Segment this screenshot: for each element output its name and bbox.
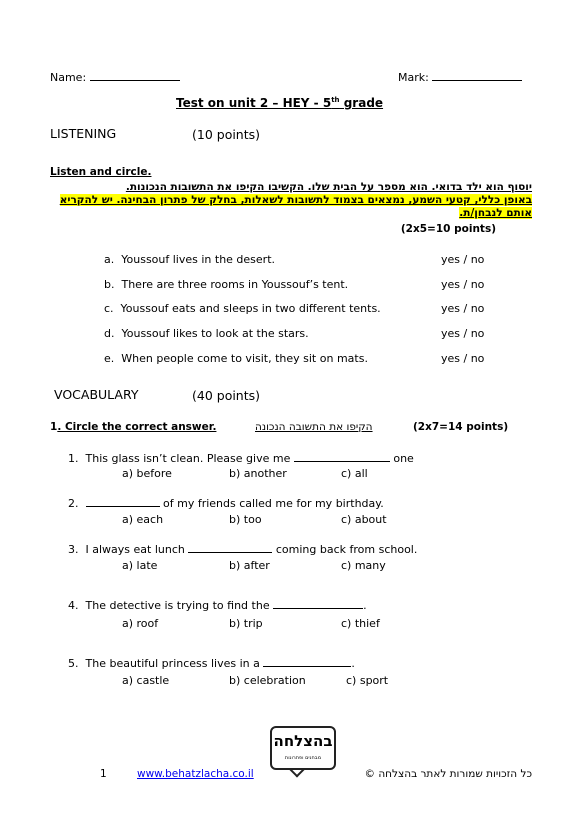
page-title xyxy=(176,96,383,110)
answer-blank[interactable] xyxy=(294,451,390,462)
section1-scoring: (2x7=14 points) xyxy=(413,421,509,433)
list-item xyxy=(104,327,309,340)
vocabulary-heading: VOCABULARY xyxy=(54,387,139,402)
hebrew-intro: יוסוף הוא ילד בדואי. הוא מספר על הבית שלו. הקשיבו הקיפו את התשובות הנכונות. xyxy=(125,181,532,193)
question-text-end: . xyxy=(351,657,355,670)
item-text: Youssouf eats and sleeps in two different tents. xyxy=(120,302,381,315)
logo-text: בהצלחה xyxy=(273,732,333,750)
item-text: Youssouf likes to look at the stars. xyxy=(121,327,309,340)
question-text-end: . xyxy=(363,599,367,612)
item-letter: e. xyxy=(104,352,115,365)
item-text: Youssouf lives in the desert. xyxy=(121,253,276,266)
question-text: I always eat lunch xyxy=(85,543,185,556)
option[interactable]: c) thief xyxy=(341,617,380,630)
name-label: Name: xyxy=(50,71,87,84)
answer-blank[interactable] xyxy=(86,496,160,507)
question-4 xyxy=(68,598,367,612)
section1-hebrew: הקיפו את התשובה הנכונה xyxy=(255,421,373,433)
item-letter: a. xyxy=(104,253,115,266)
section1-title xyxy=(50,421,216,433)
yes-no-choice[interactable]: yes / no xyxy=(441,278,485,291)
listening-heading: LISTENING xyxy=(50,126,117,141)
title-sup: th xyxy=(331,96,340,104)
section1-title-text: . Circle the correct answer. xyxy=(57,421,217,433)
item-text: When people come to visit, they sit on mats. xyxy=(121,352,368,365)
yes-no-choice[interactable]: yes / no xyxy=(441,352,485,365)
question-number: 5. xyxy=(68,657,79,670)
option[interactable]: c) all xyxy=(341,467,368,480)
question-text-end: one xyxy=(393,452,414,465)
question-text: The beautiful princess lives in a xyxy=(85,657,260,670)
question-number: 2. xyxy=(68,497,79,510)
website-link[interactable]: www.behatzlacha.co.il xyxy=(137,768,254,780)
option[interactable]: a) each xyxy=(122,513,164,526)
question-5 xyxy=(68,656,355,670)
question-text: The detective is trying to find the xyxy=(85,599,270,612)
vocabulary-points: (40 points) xyxy=(192,388,261,403)
mark-blank[interactable] xyxy=(432,70,522,81)
page-number: 1 xyxy=(100,768,107,780)
option[interactable]: c) about xyxy=(341,513,387,526)
copyright-text: כל הזכויות שמורות לאתר בהצלחה © xyxy=(364,768,532,780)
option[interactable]: b) trip xyxy=(229,617,263,630)
hebrew-note-line1: באופן כללי, קטעי השמע, נמצאים בצמוד לתשובות לשאלות, בחלק של פתרון הבחינה. יש להקריא xyxy=(59,194,532,206)
site-logo xyxy=(270,726,336,770)
list-item xyxy=(104,352,368,365)
option[interactable]: b) another xyxy=(229,467,287,480)
question-number: 1. xyxy=(68,452,79,465)
answer-blank[interactable] xyxy=(188,542,272,553)
listening-points: (10 points) xyxy=(192,127,261,142)
listening-instruction: Listen and circle. xyxy=(50,166,152,178)
question-text-end: of my friends called me for my birthday. xyxy=(163,497,384,510)
question-2 xyxy=(68,496,384,510)
option[interactable]: b) celebration xyxy=(229,674,306,687)
yes-no-choice[interactable]: yes / no xyxy=(441,253,485,266)
hebrew-note-line2: אותם לנבחן/ת. xyxy=(459,207,532,219)
name-blank[interactable] xyxy=(90,70,180,81)
item-letter: c. xyxy=(104,302,114,315)
logo-subtext: מבחנים ופתרונות xyxy=(284,755,322,761)
name-field xyxy=(50,70,180,84)
section1-number: 1 xyxy=(50,421,58,433)
title-suffix: grade xyxy=(339,96,384,110)
item-letter: d. xyxy=(104,327,115,340)
option[interactable]: c) many xyxy=(341,559,386,572)
mark-label: Mark: xyxy=(398,71,429,84)
question-3 xyxy=(68,542,417,556)
item-letter: b. xyxy=(104,278,115,291)
option[interactable]: a) late xyxy=(122,559,158,572)
yes-no-choice[interactable]: yes / no xyxy=(441,327,485,340)
option[interactable]: a) before xyxy=(122,467,172,480)
listening-scoring: (2x5=10 points) xyxy=(400,223,496,235)
answer-blank[interactable] xyxy=(263,656,351,667)
question-1 xyxy=(68,451,414,465)
list-item xyxy=(104,302,381,315)
answer-blank[interactable] xyxy=(273,598,363,609)
question-text: This glass isn’t clean. Please give me xyxy=(85,452,291,465)
option[interactable]: a) roof xyxy=(122,617,159,630)
option[interactable]: a) castle xyxy=(122,674,170,687)
title-text: Test on unit 2 – HEY - 5 xyxy=(176,96,332,110)
option[interactable]: c) sport xyxy=(346,674,389,687)
mark-field xyxy=(398,70,522,84)
option[interactable]: b) after xyxy=(229,559,270,572)
question-number: 4. xyxy=(68,599,79,612)
option[interactable]: b) too xyxy=(229,513,262,526)
item-text: There are three rooms in Youssouf’s tent. xyxy=(121,278,349,291)
question-text-end: coming back from school. xyxy=(275,543,418,556)
list-item xyxy=(104,253,275,266)
yes-no-choice[interactable]: yes / no xyxy=(441,302,485,315)
list-item xyxy=(104,278,348,291)
question-number: 3. xyxy=(68,543,79,556)
